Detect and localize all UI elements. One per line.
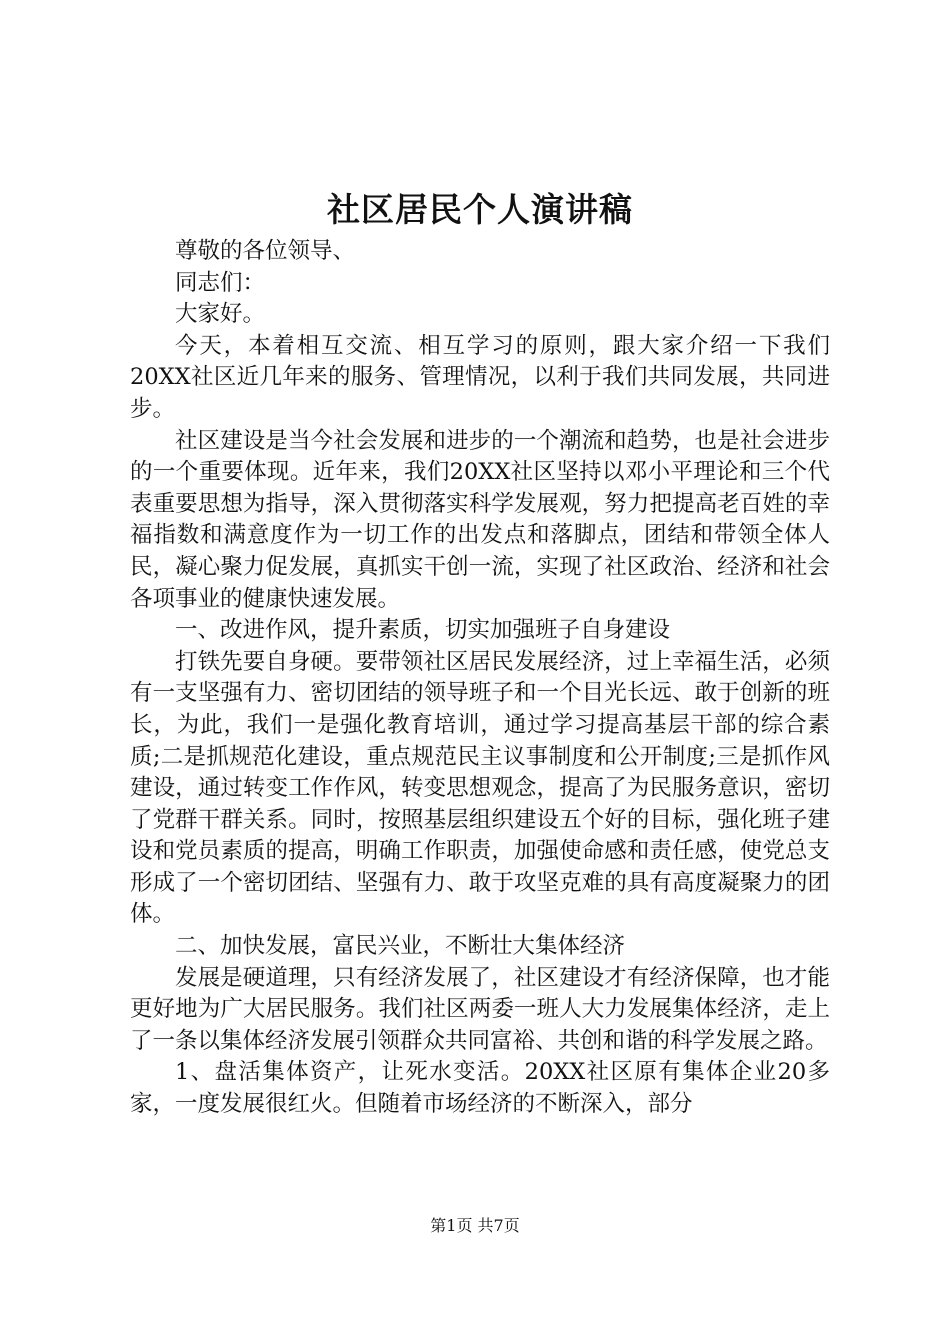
- paragraph: 社区建设是当今社会发展和进步的一个潮流和趋势，也是社会进步的一个重要体现。近年来，我们20XX社区坚持以邓小平理论和三个代表重要思想为指导，深入贯彻落实科学发展观，努力把提高老百姓的幸福指数和满意度作为一切工作的出发点和落脚点，团结和带领全体人民，凝心聚力促发展，真抓实干创一流，实现了社区政治、经济和社会各项事业的健康快速发展。: [130, 427, 830, 612]
- paragraph: 今天，本着相互交流、相互学习的原则，跟大家介绍一下我们20XX社区近几年来的服务、管理情况，以利于我们共同发展，共同进步。: [130, 332, 830, 422]
- paragraph: 打铁先要自身硬。要带领社区居民发展经济，过上幸福生活，必须有一支坚强有力、密切团结的领导班子和一个目光长远、敢于创新的班长，为此，我们一是强化教育培训，通过学习提高基层干部的综合素质;二是抓规范化建设，重点规范民主议事制度和公开制度;三是抓作风建设，通过转变工作作风，转变思想观念，提高了为民服务意识，密切了党群干群关系。同时，按照基层组织建设五个好的目标，强化班子建设和党员素质的提高，明确工作职责，加强使命感和责任感，使党总支形成了一个密切团结、坚强有力、敢于攻坚克难的具有高度凝聚力的团体。: [130, 648, 830, 928]
- paragraph: 1、盘活集体资产，让死水变活。20XX社区原有集体企业20多家，一度发展很红火。但随着市场经济的不断深入，部分: [130, 1059, 830, 1118]
- greeting: 大家好。: [175, 301, 266, 328]
- section-heading: 二、加快发展，富民兴业，不断壮大集体经济: [175, 933, 626, 960]
- document-page: [130, 184, 830, 1121]
- paragraph: 发展是硬道理，只有经济发展了，社区建设才有经济保障，也才能更好地为广大居民服务。我们社区两委一班人大力发展集体经济，走上了一条以集体经济发展引领群众共同富裕、共创和谐的科学发展之路。: [130, 964, 830, 1054]
- salutation-line-1: 尊敬的各位领导、: [175, 238, 356, 264]
- salutation-line-2: 同志们：: [175, 269, 266, 296]
- section-heading: 一、改进作风，提升素质，切实加强班子自身建设: [175, 617, 671, 644]
- document-body: [130, 236, 830, 1121]
- document-title: 社区居民个人演讲稿: [327, 190, 633, 229]
- page-footer: [0, 1216, 950, 1236]
- page-number: 第1页 共7页: [430, 1216, 520, 1235]
